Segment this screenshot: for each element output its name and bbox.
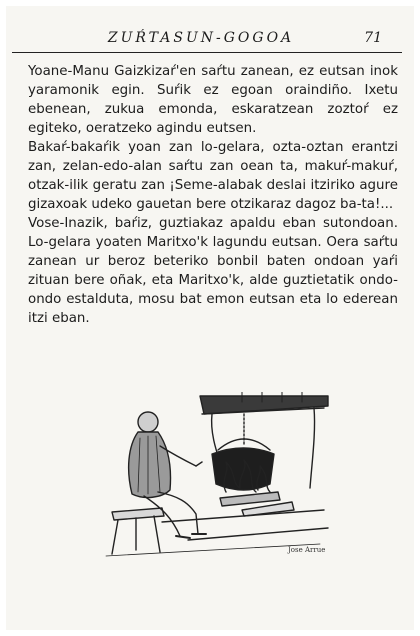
header-rule <box>12 52 402 53</box>
fireplace-illustration <box>92 392 330 560</box>
artist-signature: Jose Arrue <box>288 546 326 554</box>
page-header <box>18 28 384 52</box>
paragraph-3: Vose-Inazik, baŕiz, guztiakaz apaldu eban sutondoan. Lo-gelara yoaten Maritxo'k lagundu eutsan. Oera saŕtu zanean ur beroz beteriko bonbil baten ondoan yaŕi zituan bere oñak, eta Maritxo'k, alde guztietatik ondo-ondo estalduta, mosu bat emon eutsan eta lo ederean itzi eban. <box>28 216 398 326</box>
paragraph-1: Yoane-Manu Gaizkizaŕ'en saŕtu zanean, ez eutsan inok yaramonik egin. Suŕik ez egoan oraindiño. Ixetu ebenean, zukua emonda, eskaratzean zoztoŕ ez egiteko, oeratzeko agindu eutsen. <box>28 64 398 136</box>
running-title: ZUŔTASUN-GOGOA <box>107 30 295 46</box>
paragraph-2: Bakaŕ-bakaŕik yoan zan lo-gelara, ozta-oztan erantzi zan, zelan-edo-alan saŕtu zan oean ta, makuŕ-makuŕ, otzak-ilik geratu zan ¡Seme-alabak deslai itziriko agure gizaxoak udeko gauetan bere otzikaraz dagoz ba-ta!... <box>28 140 398 212</box>
page-number: 71 <box>364 30 382 46</box>
body-text <box>28 62 398 328</box>
